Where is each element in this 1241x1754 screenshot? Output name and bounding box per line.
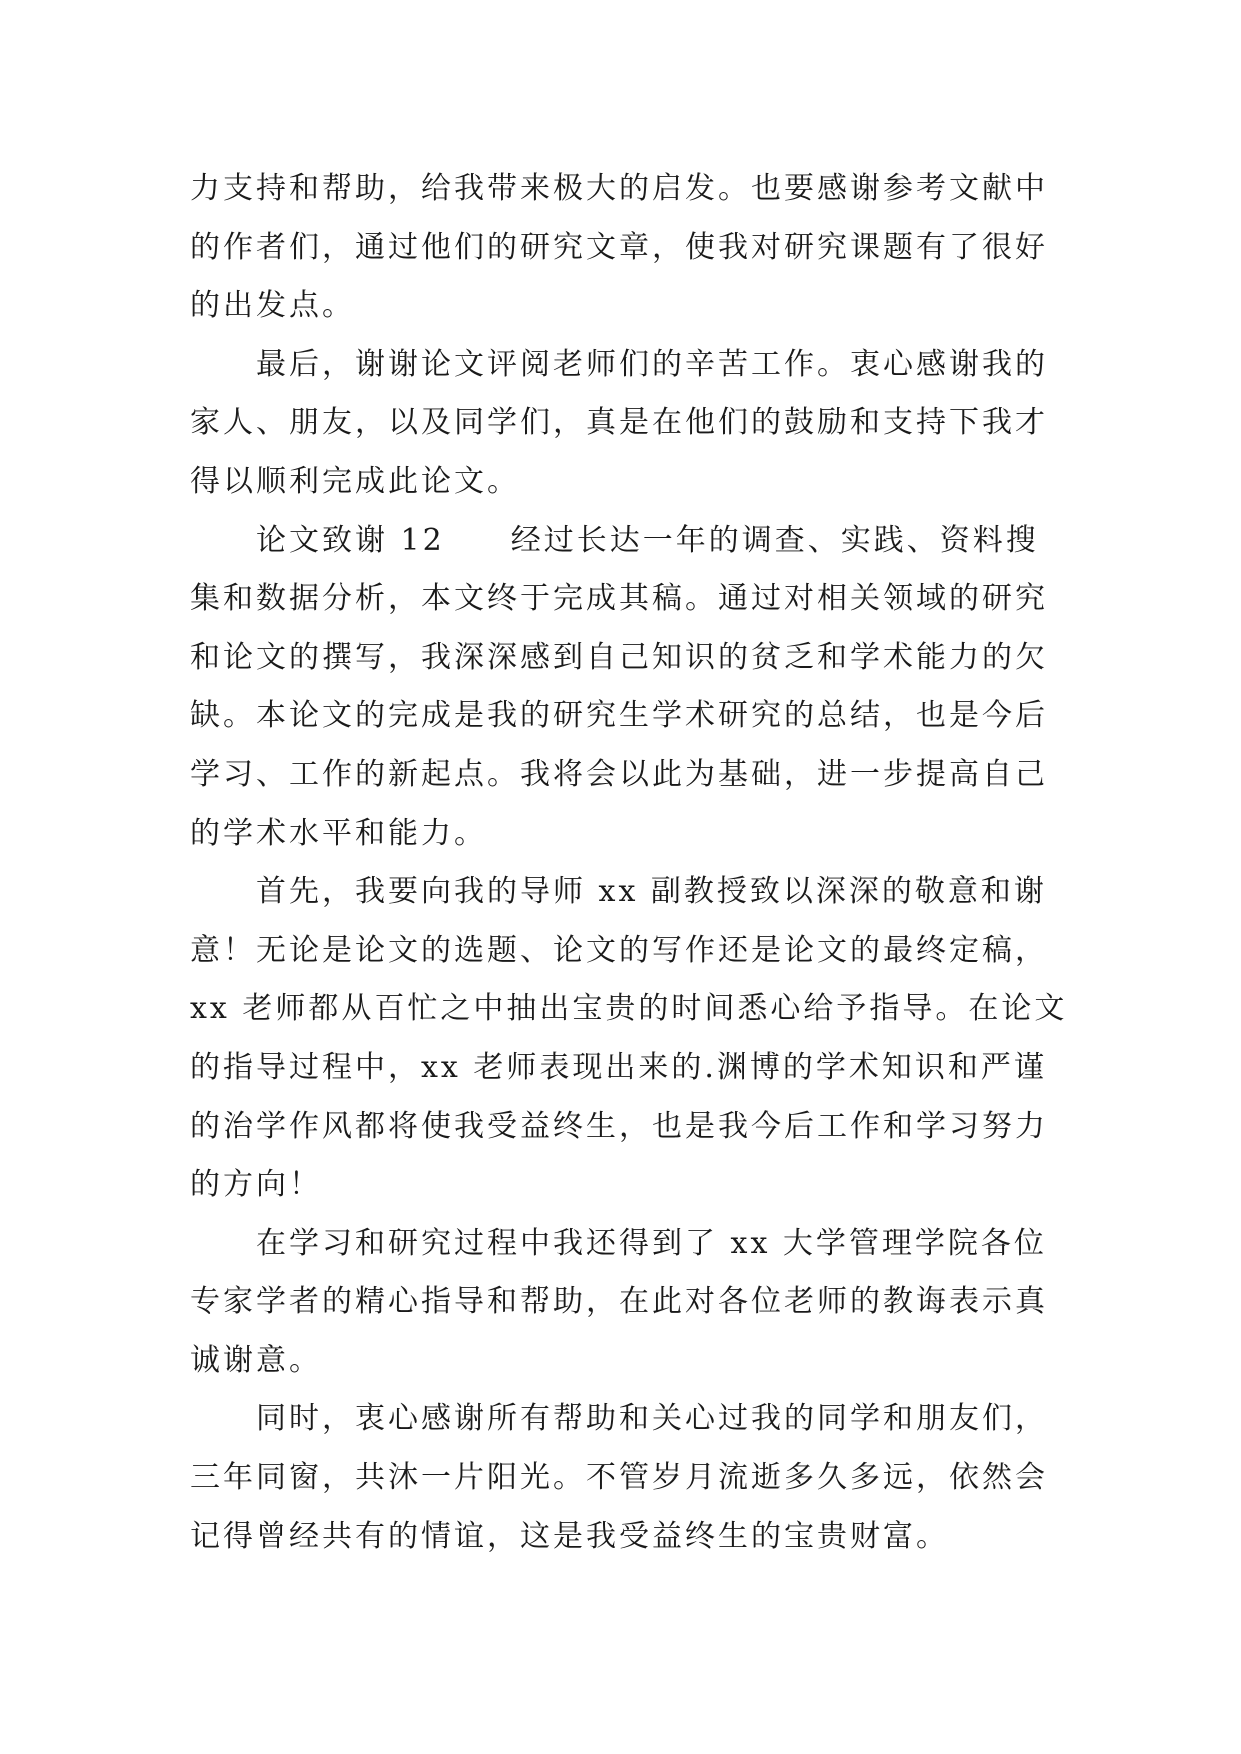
text-line: 的指导过程中，xx 老师表现出来的.渊博的学术知识和严谨 xyxy=(190,1049,1047,1085)
text-line: 的学术水平和能力。 xyxy=(190,815,487,851)
text-line: 力支持和帮助，给我带来极大的启发。也要感谢参考文献中 xyxy=(190,171,1048,206)
text-line: xx 老师都从百忙之中抽出宝贵的时间悉心给予指导。在论文 xyxy=(190,991,1068,1027)
text-line: 记得曾经共有的情谊，这是我受益终生的宝贵财富。 xyxy=(190,1518,949,1554)
text-line: 学习、工作的新起点。我将会以此为基础，进一步提高自己 xyxy=(190,756,1048,792)
text-line: 诚谢意。 xyxy=(190,1342,322,1378)
text-line: 同时，衷心感谢所有帮助和关心过我的同学和朋友们， xyxy=(190,1401,1048,1437)
text-line: 的方向！ xyxy=(190,1167,322,1203)
text-line: 的治学作风都将使我受益终生，也是我今后工作和学习努力 xyxy=(190,1108,1048,1144)
text-line: 缺。本论文的完成是我的研究生学术研究的总结，也是今后 xyxy=(190,698,1048,734)
text-line: 的作者们，通过他们的研究文章，使我对研究课题有了很好 xyxy=(190,229,1048,265)
text-line: 和论文的撰写，我深深感到自己知识的贫乏和学术能力的欠 xyxy=(190,639,1048,675)
text-line: 集和数据分析，本文终于完成其稿。通过对相关领域的研究 xyxy=(190,581,1048,617)
text-line: 家人、朋友，以及同学们，真是在他们的鼓励和支持下我才 xyxy=(190,405,1048,441)
text-line: 意！无论是论文的选题、论文的写作还是论文的最终定稿， xyxy=(190,932,1048,968)
document-body xyxy=(190,160,1090,1566)
text-line: 在学习和研究过程中我还得到了 xx 大学管理学院各位 xyxy=(190,1225,1047,1261)
text-line: 的出发点。 xyxy=(190,288,355,324)
text-line: 得以顺利完成此论文。 xyxy=(190,463,520,499)
text-line: 三年同窗，共沐一片阳光。不管岁月流逝多久多远，依然会 xyxy=(190,1460,1048,1496)
text-line: 最后，谢谢论文评阅老师们的辛苦工作。衷心感谢我的 xyxy=(190,346,1048,382)
text-line: 首先，我要向我的导师 xx 副教授致以深深的敬意和谢 xyxy=(190,874,1047,910)
text-line: 论文致谢 12 经过长达一年的调查、实践、资料搜 xyxy=(190,522,1039,558)
text-line: 专家学者的精心指导和帮助，在此对各位老师的教诲表示真 xyxy=(190,1284,1048,1320)
